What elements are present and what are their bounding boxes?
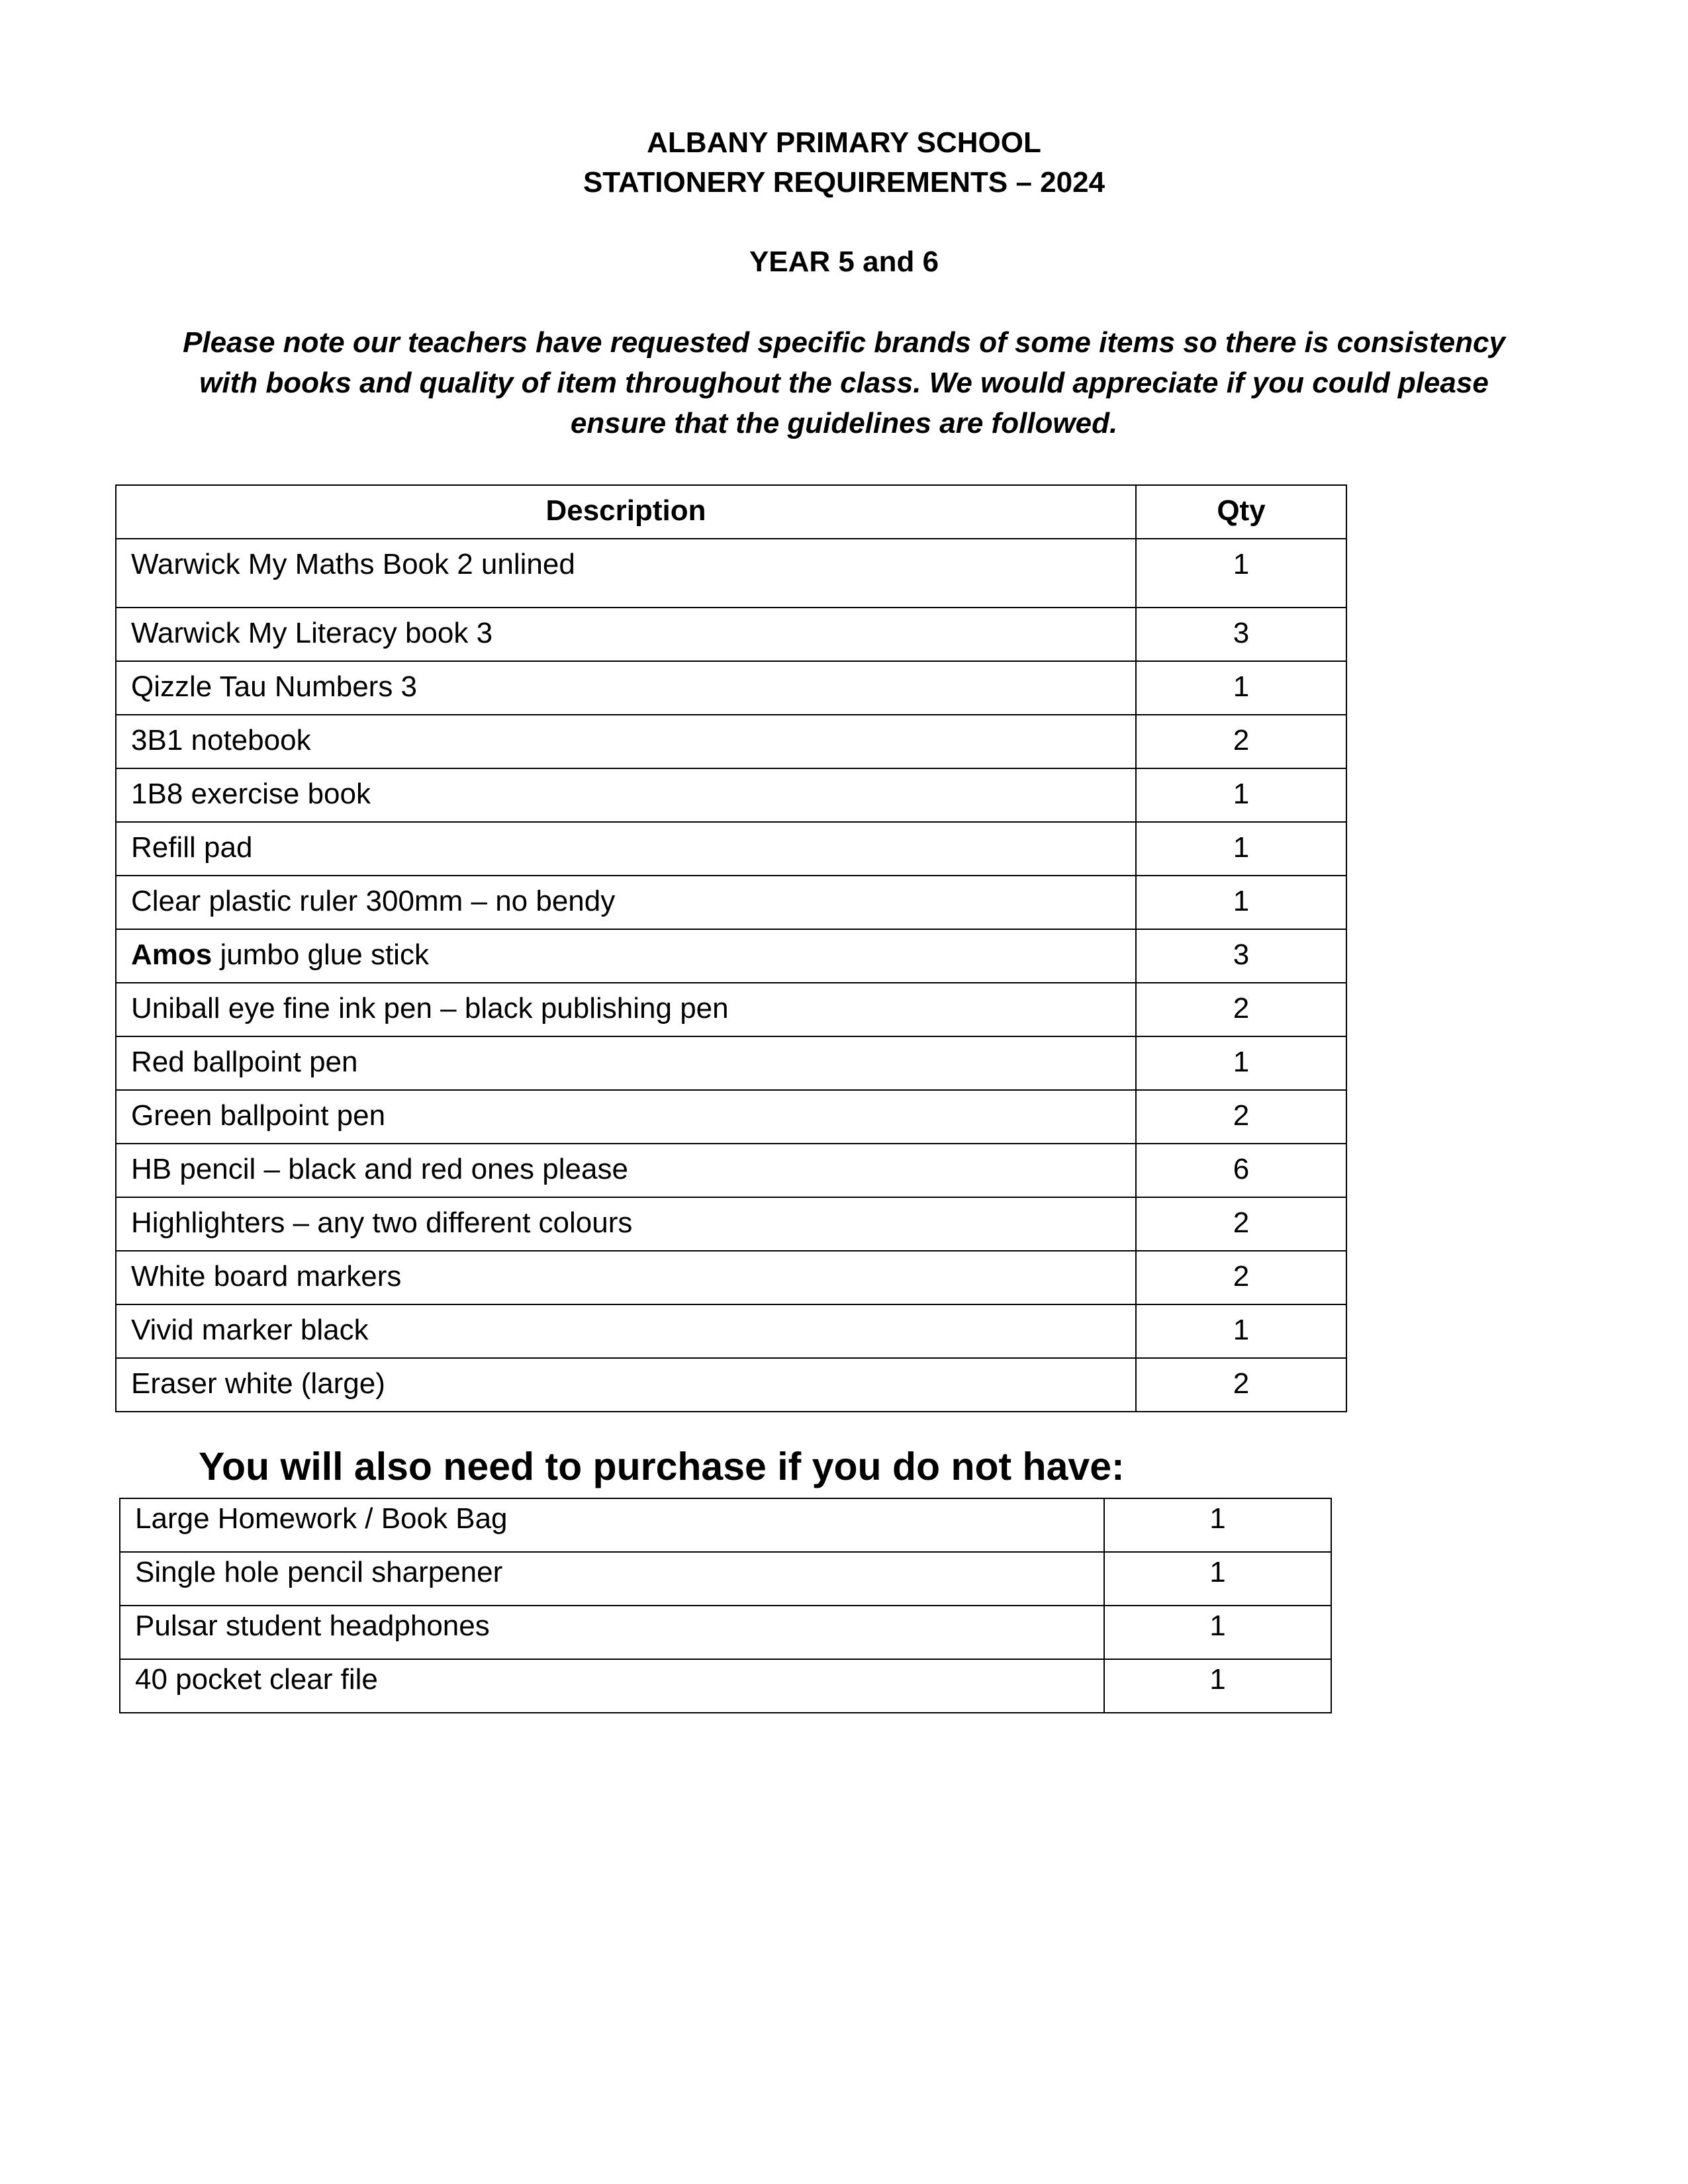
item-description: 1B8 exercise book: [116, 768, 1136, 822]
item-qty: 3: [1136, 929, 1346, 983]
table-row: [116, 1197, 1346, 1251]
table-row: [116, 929, 1346, 983]
item-brand: Amos: [131, 938, 212, 971]
table-row: [116, 1090, 1346, 1144]
item-qty: 3: [1136, 608, 1346, 661]
qty-header: Qty: [1136, 485, 1346, 539]
stationery-table: [115, 484, 1347, 1412]
item-qty: 1: [1136, 539, 1346, 608]
extra-items-table: [119, 1498, 1332, 1713]
table-row: [120, 1552, 1331, 1606]
table-row: [116, 1036, 1346, 1090]
item-description: Refill pad: [116, 822, 1136, 876]
extra-items-heading: You will also need to purchase if you do not have:: [199, 1445, 1125, 1488]
item-description: Single hole pencil sharpener: [120, 1552, 1104, 1606]
item-qty: 1: [1136, 768, 1346, 822]
item-qty: 2: [1136, 983, 1346, 1036]
table-row: [116, 715, 1346, 768]
item-description: 3B1 notebook: [116, 715, 1136, 768]
table-row: [116, 608, 1346, 661]
item-qty: 1: [1136, 661, 1346, 715]
document-title: STATIONERY REQUIREMENTS – 2024: [583, 166, 1105, 199]
table-row: [120, 1606, 1331, 1659]
item-qty: 6: [1136, 1144, 1346, 1197]
table-header-row: [116, 485, 1346, 539]
table-row: [120, 1659, 1331, 1713]
table-row: [116, 768, 1346, 822]
table-row: [116, 1251, 1346, 1304]
table-row: [116, 983, 1346, 1036]
table-row: [116, 1304, 1346, 1358]
item-description: Warwick My Maths Book 2 unlined: [116, 539, 1136, 608]
item-qty: 1: [1104, 1606, 1331, 1659]
item-description: White board markers: [116, 1251, 1136, 1304]
table-row: [120, 1498, 1331, 1552]
item-qty: 2: [1136, 1090, 1346, 1144]
item-qty: 1: [1104, 1552, 1331, 1606]
item-qty: 2: [1136, 1197, 1346, 1251]
item-qty: 1: [1136, 1304, 1346, 1358]
item-qty: 1: [1104, 1498, 1331, 1552]
item-qty: 1: [1136, 1036, 1346, 1090]
item-description: [116, 929, 1136, 983]
year-level: YEAR 5 and 6: [749, 246, 939, 278]
item-qty: 2: [1136, 1358, 1346, 1412]
item-qty: 1: [1104, 1659, 1331, 1713]
table-row: [116, 661, 1346, 715]
table-row: [116, 539, 1346, 608]
table-row: [116, 1358, 1346, 1412]
table-row: [116, 1144, 1346, 1197]
item-description: Qizzle Tau Numbers 3: [116, 661, 1136, 715]
item-description: HB pencil – black and red ones please: [116, 1144, 1136, 1197]
item-description: 40 pocket clear file: [120, 1659, 1104, 1713]
brand-notice: Please note our teachers have requested specific brands of some items so there is consistency with books and quality of item throughout the class. We would appreciate if you could please ensure that the guidelines are followed.: [183, 326, 1505, 439]
item-description: Clear plastic ruler 300mm – no bendy: [116, 876, 1136, 929]
item-description-text: jumbo glue stick: [212, 938, 429, 971]
item-description: Green ballpoint pen: [116, 1090, 1136, 1144]
table-row: [116, 822, 1346, 876]
school-name: ALBANY PRIMARY SCHOOL: [647, 126, 1041, 159]
item-description: Vivid marker black: [116, 1304, 1136, 1358]
item-description: Eraser white (large): [116, 1358, 1136, 1412]
item-qty: 1: [1136, 822, 1346, 876]
item-qty: 1: [1136, 876, 1346, 929]
description-header: Description: [116, 485, 1136, 539]
item-description: Uniball eye fine ink pen – black publishing pen: [116, 983, 1136, 1036]
item-description: Pulsar student headphones: [120, 1606, 1104, 1659]
item-qty: 2: [1136, 1251, 1346, 1304]
item-description: Warwick My Literacy book 3: [116, 608, 1136, 661]
item-description: Red ballpoint pen: [116, 1036, 1136, 1090]
item-description: Highlighters – any two different colours: [116, 1197, 1136, 1251]
table-row: [116, 876, 1346, 929]
item-description: Large Homework / Book Bag: [120, 1498, 1104, 1552]
item-qty: 2: [1136, 715, 1346, 768]
